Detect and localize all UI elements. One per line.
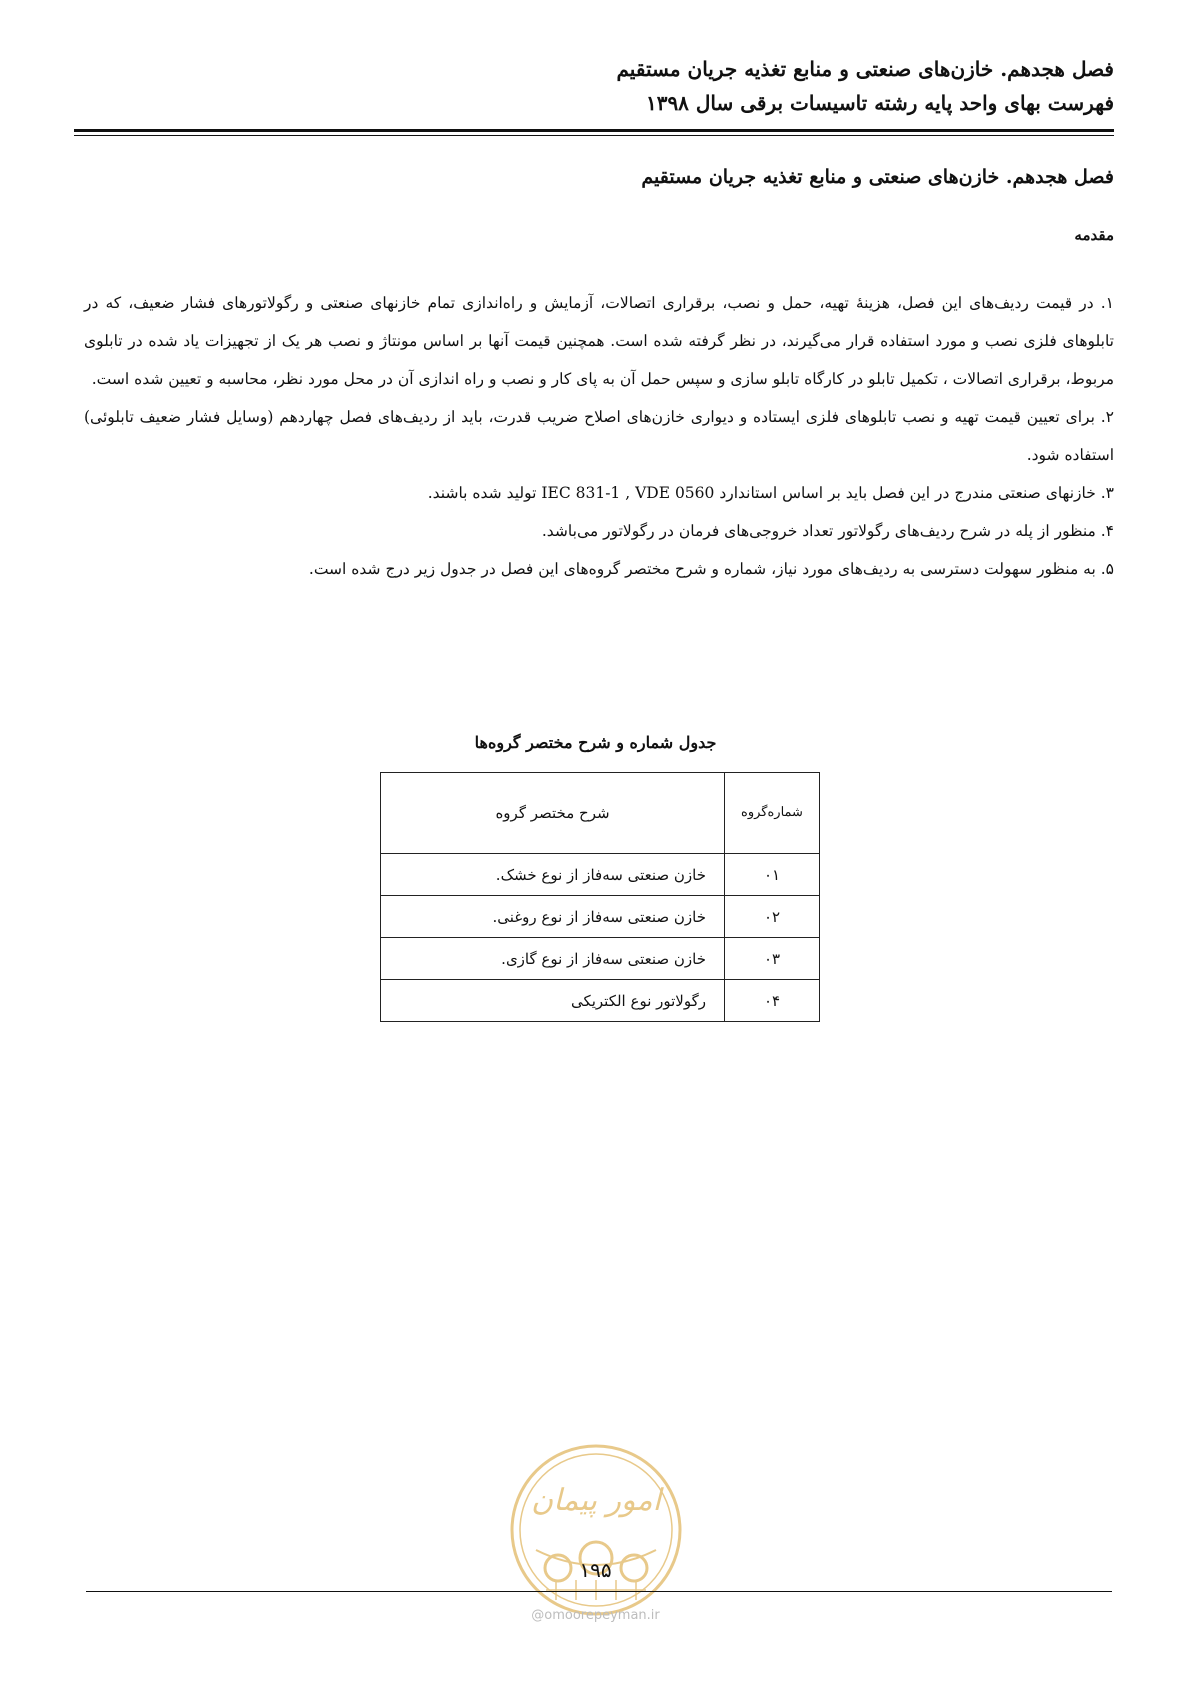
table-row: [381, 854, 820, 896]
paragraph-3: ۳. خازنهای صنعتی مندرج در این فصل باید بر اساس استاندارد IEC 831-1 , VDE 0560 تولید شده باشند.: [427, 484, 1114, 502]
group-description: رگولاتور نوع الکتریکی: [381, 980, 725, 1022]
header-group-number: شماره‌گروه: [725, 773, 820, 854]
paragraph-2: ۲. برای تعیین قیمت تهیه و نصب تابلوهای فلزی ایستاده و دیواری خازن‌های اصلاح ضریب قدرت، باید از ردیف‌های فصل چهاردهم (وسایل فشار ضعیف تابلوئی) استفاده شود.: [84, 408, 1114, 464]
table-caption: جدول شماره و شرح مختصر گروه‌ها: [474, 733, 717, 752]
intro-heading: مقدمه: [1074, 226, 1114, 244]
page-header: [74, 52, 1114, 120]
group-description: خازن صنعتی سه‌فاز از نوع روغنی.: [381, 896, 725, 938]
table-header-row: [381, 773, 820, 854]
table-row: [381, 980, 820, 1022]
header-rule-thick: [74, 129, 1114, 132]
group-description: خازن صنعتی سه‌فاز از نوع گازی.: [381, 938, 725, 980]
group-number: ۰۳: [725, 938, 820, 980]
header-rule-thin: [74, 135, 1114, 136]
intro-body: [84, 284, 1114, 588]
group-number: ۰۴: [725, 980, 820, 1022]
table-row: [381, 938, 820, 980]
seal-logo-icon: [506, 1440, 686, 1620]
chapter-title: فصل هجدهم. خازن‌های صنعتی و منابع تغذیه جریان مستقیم: [641, 166, 1114, 188]
group-number: ۰۱: [725, 854, 820, 896]
header-line-2: فهرست بهای واحد پایه رشته تاسیسات برقی سال ۱۳۹۸: [645, 91, 1114, 115]
paragraph-5: ۵. به منظور سهولت دسترسی به ردیف‌های مورد نیاز، شماره و شرح مختصر گروه‌های این فصل در جدول زیر درج شده است.: [308, 560, 1114, 578]
header-group-description: شرح مختصر گروه: [381, 773, 725, 854]
header-line-1: فصل هجدهم. خازن‌های صنعتی و منابع تغذیه جریان مستقیم: [616, 57, 1114, 81]
table-row: [381, 896, 820, 938]
footer-rule: [86, 1591, 1112, 1592]
groups-table: [380, 772, 820, 1022]
group-number: ۰۲: [725, 896, 820, 938]
paragraph-4: ۴. منظور از پله در شرح ردیف‌های رگولاتور تعداد خروجی‌های فرمان در رگولاتور می‌باشد.: [541, 522, 1114, 540]
watermark-text: @omoorepeyman.ir: [531, 1608, 660, 1623]
seal-text: امور پیمان: [531, 1483, 661, 1518]
page-number: ۱۹۵: [579, 1558, 612, 1582]
paragraph-1: ۱. در قیمت ردیف‌های این فصل، هزینهٔ تهیه، حمل و نصب، برقراری اتصالات، آزمایش و راه‌اندازی تمام خازنهای صنعتی و رگولاتورهای فشار ضعیف، که در تابلوهای فلزی نصب و مورد استفاده قرار می‌گیرند، در نظر گرفته شده است. همچنین قیمت آنها بر اساس مونتاژ و نصب هر یک از تجهیزات یاد شده در تابلوی مربوط، برقراری اتصالات ، تکمیل تابلو در کارگاه تابلو سازی و سپس حمل آن به پای کار و نصب و راه اندازی آن در محل مورد نظر، محاسبه و تعیین شده است.: [84, 294, 1114, 388]
group-description: خازن صنعتی سه‌فاز از نوع خشک.: [381, 854, 725, 896]
